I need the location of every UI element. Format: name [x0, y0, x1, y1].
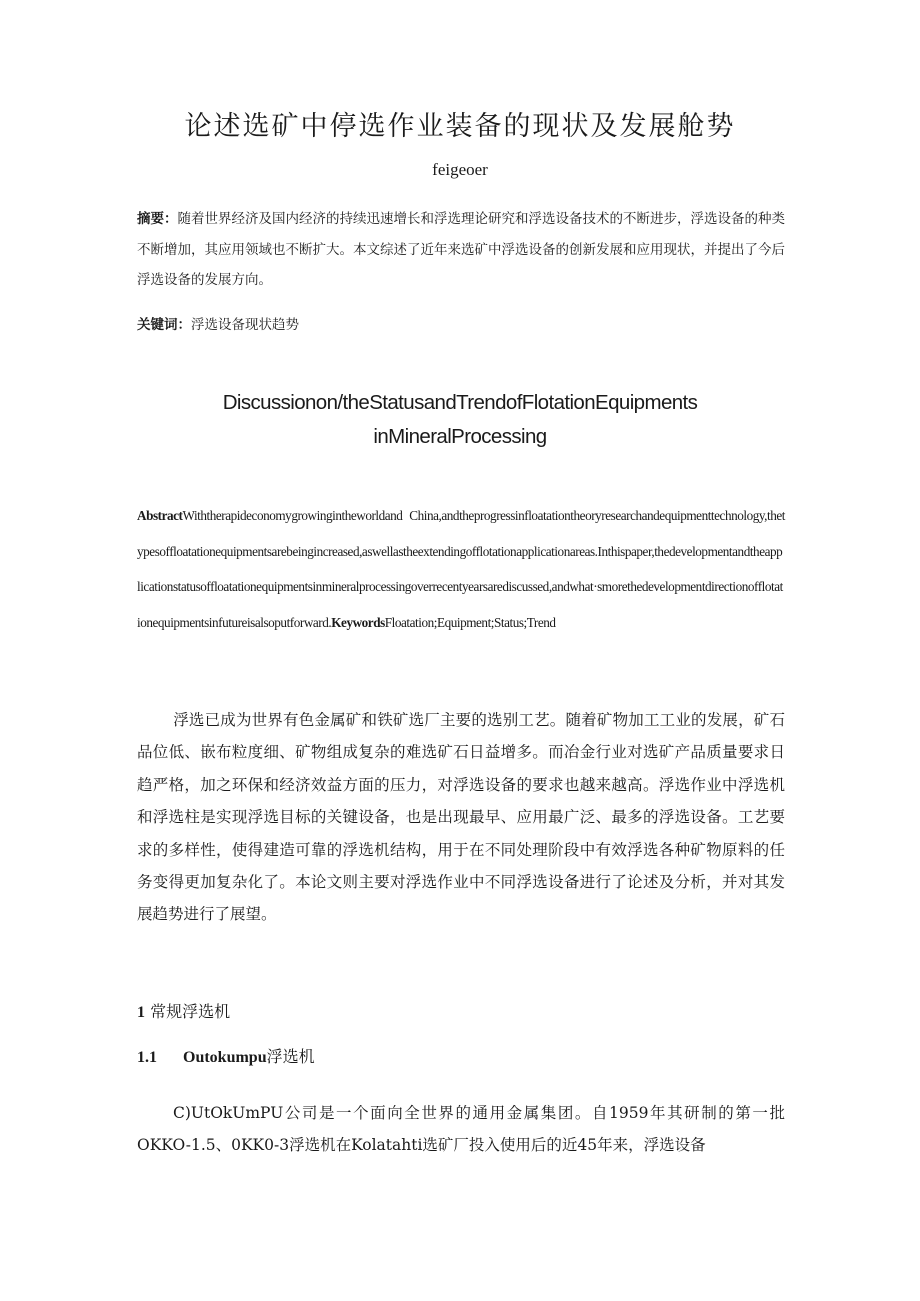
section-1-1-paragraph-text: C)UtOkUmPU公司是一个面向全世界的通用金属集团。自1959年其研制的第一批OKKO-1.5、0KK0-3浮选机在Kolatahti选矿厂投入使用后的近45年来，浮选设备: [137, 1104, 785, 1155]
abstract-cn: [137, 204, 785, 296]
section-1-1-title: 浮选机: [266, 1047, 315, 1066]
author-name: feigeoer: [432, 160, 488, 179]
section-1-heading: [137, 999, 230, 1026]
section-1-1-latin: Outokumpu: [183, 1049, 267, 1066]
abstract-en-label: Abstract: [137, 508, 183, 523]
abstract-en: [137, 498, 785, 640]
section-1-1-number: 1.1: [137, 1049, 157, 1066]
intro-paragraph-text: 浮选已成为世界有色金属矿和铁矿选厂主要的选别工艺。随着矿物加工工业的发展，矿石品位低、嵌布粒度细、矿物组成复杂的难选矿石日益增多。而冶金行业对选矿产品质量要求日趋严格，加之环保和经济效益方面的压力，对浮选设备的要求也越来越高。浮选作业中浮选机和浮选柱是实现浮选目标的关键设备，也是出现最早、应用最广泛、最多的浮选设备。工艺要求的多样性，使得建造可靠的浮选机结构，用于在不同处理阶段中有效浮选各种矿物原料的任务变得更加复杂化了。本论文则主要对浮选作业中不同浮选设备进行了论述及分析，并对其发展趋势进行了展望。: [137, 711, 785, 924]
abstract-cn-label: 摘要：: [137, 211, 178, 227]
section-1-number: 1: [137, 1004, 145, 1021]
paper-title-en-line2: inMineralProcessing: [373, 425, 547, 448]
abstract-en-text: Withtherapideconomygrowingintheworldand China,andtheprogressinfloatationtheoryresearchandequipmenttechnology,thetypesoffloatationequipmentsarebeingincreased,aswellastheextendingofflotationapplicationareas.Inthispaper,thedevelopmentandtheapplicationstatusoffloatationequipmentsinmineralprocessingoverrecentyearsarediscussed,andwhat·smorethedevelopmentdirectionofflotationequipmentsinfutureisalsoputforward.: [137, 508, 785, 630]
section-1-title: 常规浮选机: [150, 1002, 231, 1021]
keywords-en-label: Keywords: [331, 614, 385, 630]
paper-title-en: [170, 386, 750, 454]
keywords-cn-text: 浮选设备现状趋势: [191, 317, 299, 333]
paper-title-cn: 论述选矿中停选作业装备的现状及发展舱势: [184, 111, 736, 142]
keywords-en-text: Floatation;Equipment;Status;Trend: [384, 614, 556, 630]
keywords-cn: [137, 312, 785, 338]
keywords-cn-label: 关键词：: [137, 317, 191, 333]
section-1-1-heading: [137, 1044, 315, 1071]
paper-title-en-line1: Discussionon/theStatusandTrendofFlotationEquipments: [222, 391, 698, 414]
abstract-cn-text: 随着世界经济及国内经济的持续迅速增长和浮选理论研究和浮选设备技术的不断进步，浮选设备的种类不断增加，其应用领域也不断扩大。本文综述了近年来选矿中浮选设备的创新发展和应用现状，并提出了今后浮选设备的发展方向。: [137, 211, 785, 288]
intro-paragraph: [137, 704, 785, 931]
section-1-1-paragraph: [137, 1097, 785, 1162]
